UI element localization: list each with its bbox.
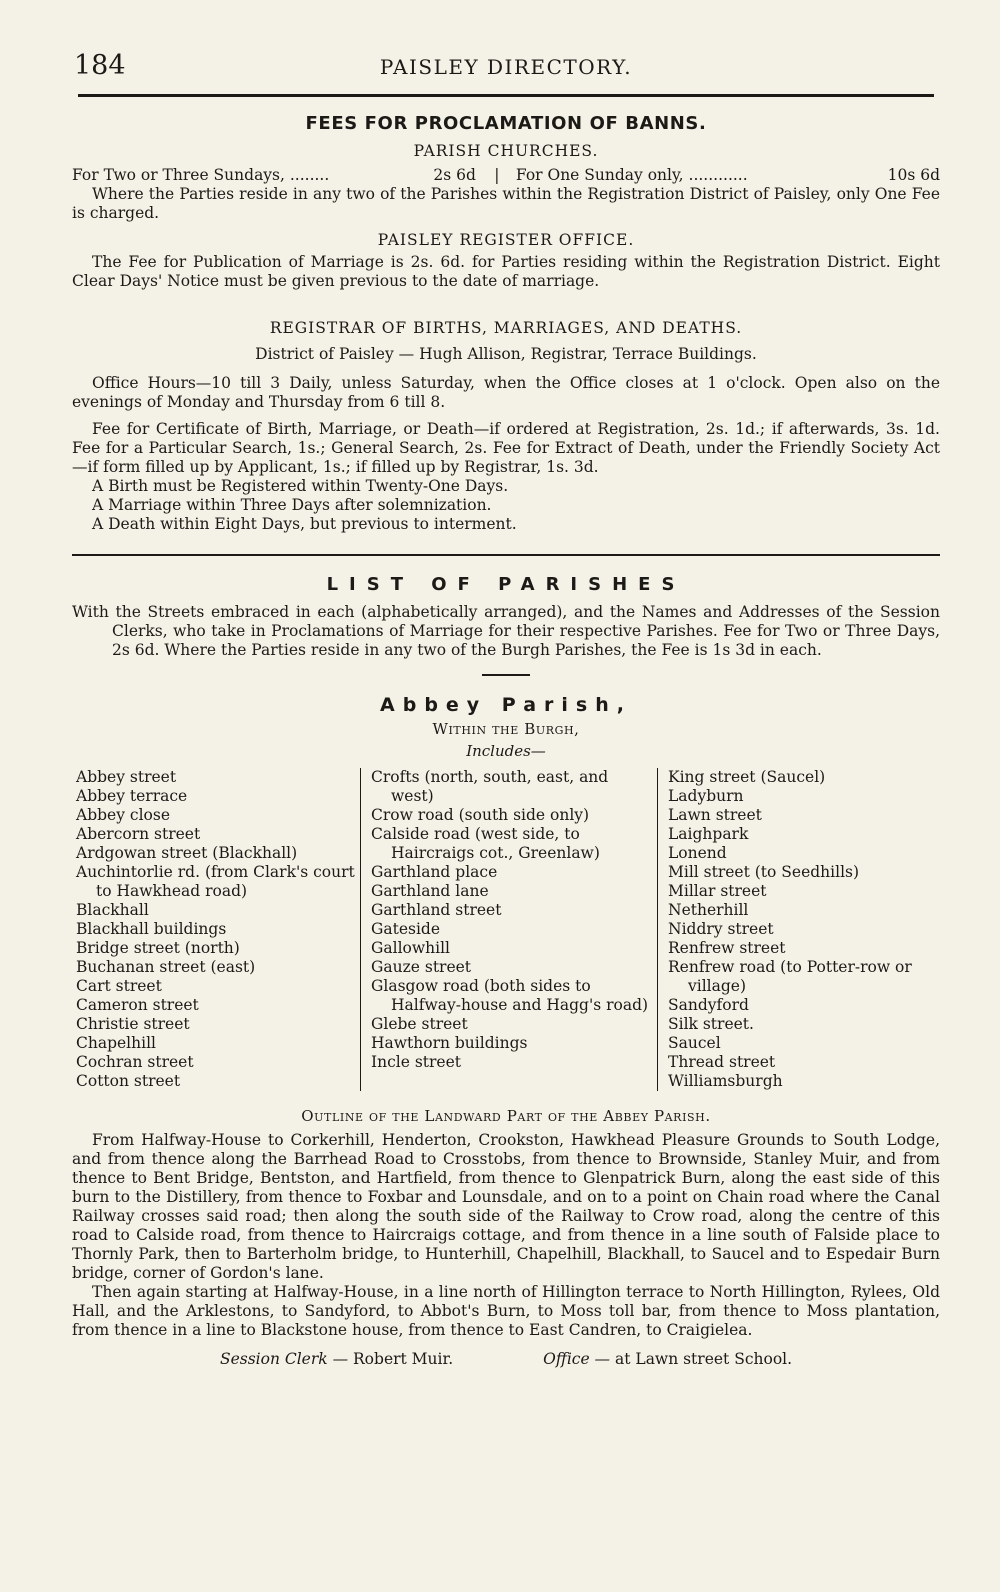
fees-title: FEES FOR PROCLAMATION OF BANNS. bbox=[305, 113, 707, 134]
street-item: Buchanan street (east) bbox=[76, 958, 256, 976]
fees-where-text: Where the Parties reside in any two of the Parishes within the Registration District of Paisley, only One Fee is charged. bbox=[72, 185, 940, 222]
street-item: Chapelhill bbox=[76, 1034, 156, 1052]
parishes-intro: With the Streets embraced in each (alphabetically arranged), and the Names and Addresses of the Session Clerks, who take in Proclamations of Marriage for their respective Parishes. Fee for Two or Three Days, 2s 6d. Where the Parties reside in any two of the Burgh Parishes, the Fee is 1s 3d in each. bbox=[72, 603, 940, 659]
street-item: King street (Saucel) bbox=[668, 768, 826, 786]
abbey-parish-title: Abbey Parish, bbox=[380, 694, 632, 716]
parishes-short-rule bbox=[482, 674, 530, 676]
office-label: Office — bbox=[543, 1350, 611, 1368]
street-item: Ardgowan street (Blackhall) bbox=[76, 844, 298, 862]
street-item: Gateside bbox=[371, 920, 441, 938]
street-item: Hawthorn buildings bbox=[371, 1034, 528, 1052]
street-item: Cochran street bbox=[76, 1053, 194, 1071]
parish-churches-heading: PARISH CHURCHES. bbox=[413, 142, 599, 160]
session-clerk-name: Robert Muir. bbox=[353, 1350, 454, 1368]
session-clerk bbox=[220, 1350, 453, 1368]
fee-two-three-value: 2s 6d bbox=[433, 166, 476, 184]
street-item: Crofts (north, south, east, and west) bbox=[371, 768, 609, 805]
register-office-heading: PAISLEY REGISTER OFFICE. bbox=[377, 231, 635, 249]
section-rule bbox=[72, 554, 940, 556]
street-item: Glasgow road (both sides to Halfway-house and Hagg's road) bbox=[371, 977, 649, 1014]
header-rule bbox=[78, 94, 934, 97]
fee-divider: | bbox=[494, 166, 500, 184]
street-item: Thread street bbox=[668, 1053, 776, 1071]
street-item: Laighpark bbox=[668, 825, 749, 843]
street-columns bbox=[72, 768, 940, 1091]
street-item: Millar street bbox=[668, 882, 767, 900]
street-item: Niddry street bbox=[668, 920, 774, 938]
street-item: Sandyford bbox=[668, 996, 749, 1014]
outline-paragraph-2: Then again starting at Halfway-House, in a line north of Hillington terrace to North Hillington, Rylees, Old Hall, and the Arklestons, to Sandyford, to Abbot's Burn, to Moss toll bar, from thence to Moss plantation, from thence in a line to Blackstone house, from thence to East Candren, to Craigielea. bbox=[72, 1283, 940, 1339]
outline-paragraph-1: From Halfway-House to Corkerhill, Henderton, Crookston, Hawkhead Pleasure Grounds to South Lodge, and from thence along the Barrhead Road to Crosstobs, from thence to Brownside, Stanley Muir, and from thence to Bent Bridge, Bentston, and Hartfield, from thence to Glenpatrick Burn, along the east side of this burn to the Distillery, from thence to Foxbar and Lounsdale, and on to a point on Chain road where the Canal Railway crosses said road; then along the south side of the Railway to Crow road, along the centre of this road to Calside road, from thence to Haircraigs cottage, and from thence in a line south of Falside place to Thornly Park, then to Barterholm bridge, to Hunterhill, Chapelhill, Blackhall, to Saucel and to Espedair Burn bridge, corner of Gordon's lane. bbox=[72, 1131, 940, 1282]
street-item: Abercorn street bbox=[76, 825, 201, 843]
street-item: Blackhall bbox=[76, 901, 149, 919]
registrar-hours: Office Hours—10 till 3 Daily, unless Saturday, when the Office closes at 1 o'clock. Open also on the evenings of Monday and Thursday from 6 till 8. bbox=[72, 374, 940, 411]
street-item: Crow road (south side only) bbox=[371, 806, 590, 824]
street-item: Netherhill bbox=[668, 901, 749, 919]
session-clerk-line bbox=[72, 1350, 940, 1368]
street-item: Garthland street bbox=[371, 901, 502, 919]
outline-heading: Outline of the Landward Part of the Abbey Parish. bbox=[301, 1107, 711, 1125]
street-column-2 bbox=[360, 768, 657, 1091]
street-item: Abbey street bbox=[76, 768, 177, 786]
street-item: Lawn street bbox=[668, 806, 762, 824]
street-item: Christie street bbox=[76, 1015, 190, 1033]
registrar-marriage: A Marriage within Three Days after solemnization. bbox=[92, 496, 492, 514]
street-item: Saucel bbox=[668, 1034, 721, 1052]
page-header bbox=[72, 40, 940, 88]
street-item: Mill street (to Seedhills) bbox=[668, 863, 860, 881]
street-item: Ladyburn bbox=[668, 787, 744, 805]
session-clerk-label: Session Clerk — bbox=[219, 1350, 349, 1368]
street-item: Garthland place bbox=[371, 863, 498, 881]
running-title: PAISLEY DIRECTORY. bbox=[379, 55, 633, 79]
street-item: Gallowhill bbox=[371, 939, 450, 957]
fee-two-three-label: For Two or Three Sundays, ........ bbox=[72, 166, 330, 184]
parishes-heading: LIST OF PARISHES bbox=[326, 574, 686, 595]
street-column-1 bbox=[72, 768, 360, 1091]
registrar-fees: Fee for Certificate of Birth, Marriage, or Death—if ordered at Registration, 2s. 1d.; if afterwards, 3s. 1d. Fee for a Particular Search, 1s.; General Search, 2s. Fee for Extract of Death, under the Friendly Society Act—if form filled up by Applicant, 1s.; if filled up by Registrar, 1s. 3d. bbox=[72, 420, 940, 476]
street-item: Williamsburgh bbox=[668, 1072, 783, 1090]
registrar-death: A Death within Eight Days, but previous to interment. bbox=[92, 515, 517, 533]
street-item: Silk street. bbox=[668, 1015, 754, 1033]
street-item: Incle street bbox=[371, 1053, 462, 1071]
street-item: Calside road (west side, to Haircraigs cot., Greenlaw) bbox=[371, 825, 600, 862]
register-office-text: The Fee for Publication of Marriage is 2s. 6d. for Parties residing within the Registration District. Eight Clear Days' Notice must be given previous to the date of marriage. bbox=[72, 253, 940, 290]
fee-row bbox=[72, 166, 940, 185]
street-item: Glebe street bbox=[371, 1015, 468, 1033]
street-column-3 bbox=[657, 768, 940, 1091]
session-office bbox=[543, 1350, 792, 1368]
street-item: Renfrew road (to Potter-row or village) bbox=[668, 958, 912, 995]
directory-page bbox=[72, 40, 940, 1368]
street-item: Garthland lane bbox=[371, 882, 489, 900]
street-item: Abbey terrace bbox=[76, 787, 188, 805]
street-item: Blackhall buildings bbox=[76, 920, 227, 938]
street-item: Renfrew street bbox=[668, 939, 786, 957]
street-item: Cameron street bbox=[76, 996, 199, 1014]
street-item: Gauze street bbox=[371, 958, 472, 976]
registrar-birth: A Birth must be Registered within Twenty-One Days. bbox=[92, 477, 509, 495]
page-number: 184 bbox=[74, 50, 126, 81]
within-burgh: Within the Burgh, bbox=[432, 720, 580, 738]
registrar-heading: REGISTRAR OF BIRTHS, MARRIAGES, AND DEATHS. bbox=[269, 319, 743, 337]
street-item: Cart street bbox=[76, 977, 162, 995]
street-item: Cotton street bbox=[76, 1072, 181, 1090]
street-item: Auchintorlie rd. (from Clark's court to Hawkhead road) bbox=[76, 863, 355, 900]
fee-one-sunday-label: For One Sunday only, ............ bbox=[515, 166, 748, 184]
includes-label: Includes— bbox=[466, 742, 546, 760]
office-value: at Lawn street School. bbox=[615, 1350, 793, 1368]
street-item: Abbey close bbox=[76, 806, 170, 824]
registrar-district: District of Paisley — Hugh Allison, Registrar, Terrace Buildings. bbox=[255, 345, 757, 363]
street-item: Bridge street (north) bbox=[76, 939, 240, 957]
fee-one-sunday-value: 10s 6d bbox=[887, 166, 940, 184]
street-item: Lonend bbox=[668, 844, 727, 862]
